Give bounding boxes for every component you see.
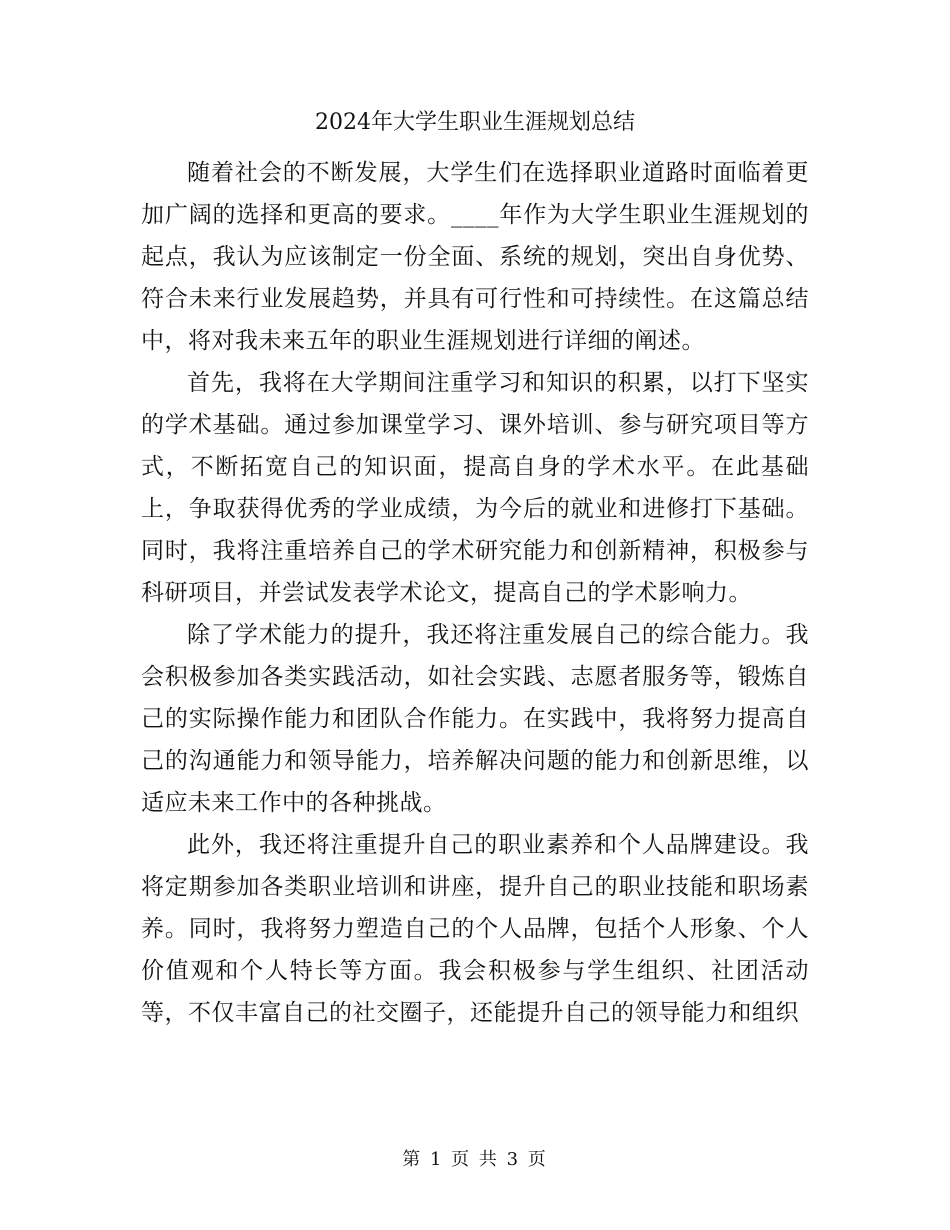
paragraph-3: 除了学术能力的提升，我还将注重发展自己的综合能力。我会积极参加各类实践活动，如社会实践、志愿者服务等，锻炼自己的实际操作能力和团队合作能力。在实践中，我将努力提高自己的沟通能力和领导能力，培养解决问题的能力和创新思维，以适应未来工作中的各种挑战。 (141, 622, 809, 816)
paragraph-2: 首先，我将在大学期间注重学习和知识的积累，以打下坚实的学术基础。通过参加课堂学习、课外培训、参与研究项目等方式，不断拓宽自己的知识面，提高自身的学术水平。在此基础上，争取获得优秀的学业成绩，为今后的就业和进修打下基础。同时，我将注重培养自己的学术研究能力和创新精神，积极参与科研项目，并尝试发表学术论文，提高自己的学术影响力。 (141, 370, 809, 606)
paragraph-4: 此外，我还将注重提升自己的职业素养和个人品牌建设。我将定期参加各类职业培训和讲座，提升自己的职业技能和职场素养。同时，我将努力塑造自己的个人品牌，包括个人形象、个人价值观和个人特长等方面。我会积极参与学生组织、社团活动等，不仅丰富自己的社交圈子，还能提升自己的领导能力和组织 (141, 832, 809, 1026)
document-body (141, 152, 809, 1034)
document-title: 2024年大学生职业生涯规划总结 (315, 110, 635, 135)
paragraph-1: 随着社会的不断发展，大学生们在选择职业道路时面临着更加广阔的选择和更高的要求。____年作为大学生职业生涯规划的起点，我认为应该制定一份全面、系统的规划，突出自身优势、符合未来行业发展趋势，并具有可行性和可持续性。在这篇总结中，将对我未来五年的职业生涯规划进行详细的阐述。 (141, 160, 809, 354)
page-number-footer: 第 1 页 共 3 页 (402, 1149, 548, 1170)
